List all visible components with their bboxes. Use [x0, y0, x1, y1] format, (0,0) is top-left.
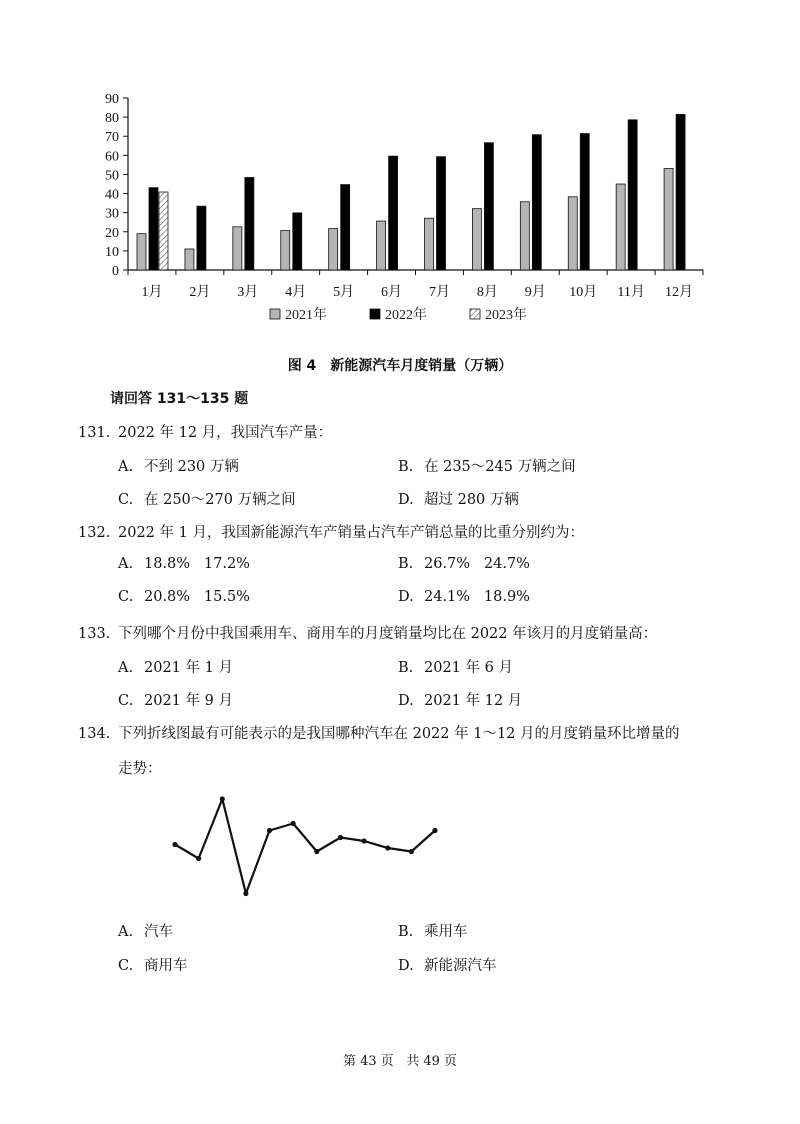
chart-bars — [137, 114, 685, 270]
question-132-option-d[interactable] — [398, 589, 530, 605]
option-label: D. — [398, 693, 414, 709]
option-text: 超过 280 万辆 — [424, 492, 519, 508]
x-tick-label: 9月 — [524, 285, 546, 300]
question-text: 2022 年 12 月，我国汽车产量： — [118, 425, 333, 441]
line-point — [361, 838, 366, 843]
bar-2021年-5月 — [329, 229, 338, 270]
bar-2021年-8月 — [472, 209, 481, 270]
option-text: 20.8% 15.5% — [144, 589, 250, 605]
option-label: B. — [398, 924, 414, 940]
option-label: B. — [398, 459, 414, 475]
line-point — [338, 835, 343, 840]
question-132-option-a[interactable] — [118, 556, 250, 572]
x-tick-label: 8月 — [476, 285, 498, 300]
line-points — [172, 796, 437, 896]
figure-caption — [0, 355, 800, 375]
bar-2021年-11月 — [616, 184, 625, 270]
option-text: 新能源汽车 — [424, 958, 497, 974]
line-point — [220, 796, 225, 801]
bar-2021年-4月 — [281, 231, 290, 270]
question-number: 132. — [78, 525, 111, 541]
question-number: 131. — [78, 425, 111, 441]
y-tick-label: 0 — [112, 264, 119, 279]
line-point — [267, 828, 272, 833]
question-133-option-b[interactable] — [398, 656, 513, 677]
bar-2022年-9月 — [532, 135, 541, 270]
section-title: 请回答 131～135 题 — [110, 391, 249, 407]
question-131-option-d[interactable] — [398, 488, 519, 509]
option-label: B. — [398, 556, 414, 572]
y-tick-label: 60 — [105, 149, 119, 165]
bar-2021年-2月 — [185, 249, 194, 270]
x-tick-label: 1月 — [141, 285, 163, 300]
question-132-option-b[interactable] — [398, 556, 530, 572]
bar-2021年-10月 — [568, 197, 577, 270]
option-text: 2021 年 1 月 — [144, 660, 233, 676]
y-tick-label: 80 — [105, 111, 119, 127]
option-text: 24.1% 18.9% — [424, 589, 530, 605]
bar-2022年-6月 — [389, 156, 398, 270]
bar-2021年-6月 — [377, 221, 386, 270]
line-point — [291, 821, 296, 826]
bar-2021年-1月 — [137, 234, 146, 270]
page-footer: 第 43 页 共 49 页 — [342, 1054, 457, 1069]
line-point — [172, 842, 177, 847]
line-point — [314, 849, 319, 854]
option-text: 2021 年 9 月 — [144, 693, 233, 709]
x-tick-label: 3月 — [237, 285, 259, 300]
legend-label: 2022年 — [385, 308, 427, 323]
bar-2022年-10月 — [580, 134, 589, 270]
bar-2021年-12月 — [664, 169, 673, 270]
option-text: 商用车 — [144, 958, 188, 974]
option-label: C. — [118, 492, 134, 508]
line-point — [432, 828, 437, 833]
question-134-option-d[interactable] — [398, 954, 497, 975]
option-text: 在 235～245 万辆之间 — [424, 459, 576, 475]
x-tick-label: 2月 — [189, 285, 211, 300]
x-tick-label: 6月 — [381, 285, 403, 300]
figure-title: 新能源汽车月度销量（万辆） — [330, 358, 513, 374]
question-number: 134. — [78, 726, 111, 742]
question-133-option-d[interactable] — [398, 689, 522, 710]
option-label: B. — [398, 660, 414, 676]
y-tick-label: 30 — [105, 206, 119, 222]
legend-swatch — [270, 309, 280, 319]
x-tick-label: 10月 — [569, 285, 598, 300]
x-tick-label: 11月 — [617, 285, 645, 300]
x-tick-label: 12月 — [665, 285, 694, 300]
option-text: 26.7% 24.7% — [424, 556, 530, 572]
line-point — [409, 849, 414, 854]
x-tick-label: 4月 — [285, 285, 307, 300]
question-134-stem — [78, 720, 680, 748]
bar-2022年-4月 — [293, 213, 302, 270]
chart-legend — [270, 306, 527, 323]
question-134-option-c[interactable] — [118, 954, 188, 975]
bar-2022年-12月 — [676, 114, 685, 270]
chart-axes — [105, 92, 703, 300]
legend-label: 2021年 — [285, 308, 327, 323]
y-tick-label: 20 — [105, 225, 119, 241]
y-tick-label: 70 — [105, 130, 119, 146]
question-132-stem — [78, 519, 584, 547]
line-series — [175, 799, 435, 894]
question-text: 2022 年 1 月，我国新能源汽车产销量占汽车产销总量的比重分别约为： — [118, 525, 584, 541]
option-text: 18.8% 17.2% — [144, 556, 250, 572]
question-134-option-b[interactable] — [398, 920, 468, 941]
option-label: A. — [118, 660, 134, 676]
question-133-option-a[interactable] — [118, 656, 233, 677]
bar-2022年-11月 — [628, 120, 637, 270]
line-point — [243, 891, 248, 896]
question-133-option-c[interactable] — [118, 689, 233, 710]
bar-2022年-8月 — [484, 143, 493, 270]
option-text: 汽车 — [144, 924, 173, 940]
option-label: D. — [398, 492, 414, 508]
question-134-option-a[interactable] — [118, 920, 173, 941]
option-label: D. — [398, 958, 414, 974]
y-tick-label: 90 — [105, 92, 119, 107]
question-131-option-a[interactable] — [118, 455, 239, 476]
line-point — [196, 856, 201, 861]
bar-2022年-7月 — [437, 157, 446, 270]
bar-2021年-3月 — [233, 227, 242, 270]
legend-swatch — [470, 309, 480, 319]
bar-2022年-3月 — [245, 178, 254, 270]
question-131-option-c[interactable] — [118, 488, 296, 509]
option-label: C. — [118, 958, 134, 974]
option-text: 不到 230 万辆 — [144, 459, 239, 475]
bar-2022年-1月 — [149, 188, 158, 270]
option-text: 在 250～270 万辆之间 — [144, 492, 296, 508]
bar-2021年-7月 — [425, 218, 434, 270]
question-133-stem — [78, 620, 657, 648]
legend-label: 2023年 — [485, 308, 527, 323]
figure-label: 图 4 — [287, 358, 317, 374]
option-label: A. — [118, 459, 134, 475]
option-text: 乘用车 — [424, 924, 468, 940]
option-label: A. — [118, 556, 134, 572]
y-tick-label: 40 — [105, 187, 119, 203]
option-label: D. — [398, 589, 414, 605]
bar-2021年-9月 — [520, 202, 529, 270]
y-tick-label: 50 — [105, 168, 119, 184]
bar-2023年-1月 — [159, 192, 168, 270]
bar-chart — [0, 0, 800, 345]
question-131-option-b[interactable] — [398, 455, 576, 476]
line-point — [385, 845, 390, 850]
question-number: 133. — [78, 626, 111, 642]
option-label: C. — [118, 693, 134, 709]
option-text: 2021 年 6 月 — [424, 660, 513, 676]
legend-swatch — [370, 309, 380, 319]
question-131-stem — [78, 419, 332, 447]
x-tick-label: 5月 — [333, 285, 355, 300]
option-text: 2021 年 12 月 — [424, 693, 523, 709]
question-132-option-c[interactable] — [118, 589, 250, 605]
line-chart — [165, 782, 445, 907]
question-text: 下列折线图最有可能表示的是我国哪种汽车在 2022 年 1～12 月的月度销量环比增量的 — [118, 726, 680, 742]
option-label: C. — [118, 589, 134, 605]
bar-2022年-5月 — [341, 185, 350, 270]
bar-2022年-2月 — [197, 206, 206, 270]
question-text: 下列哪个月份中我国乘用车、商用车的月度销量均比在 2022 年该月的月度销量高： — [118, 626, 658, 642]
y-tick-label: 10 — [105, 244, 119, 260]
x-tick-label: 7月 — [428, 285, 450, 300]
option-label: A. — [118, 924, 134, 940]
question-134-stem-continued: 走势： — [118, 761, 162, 777]
